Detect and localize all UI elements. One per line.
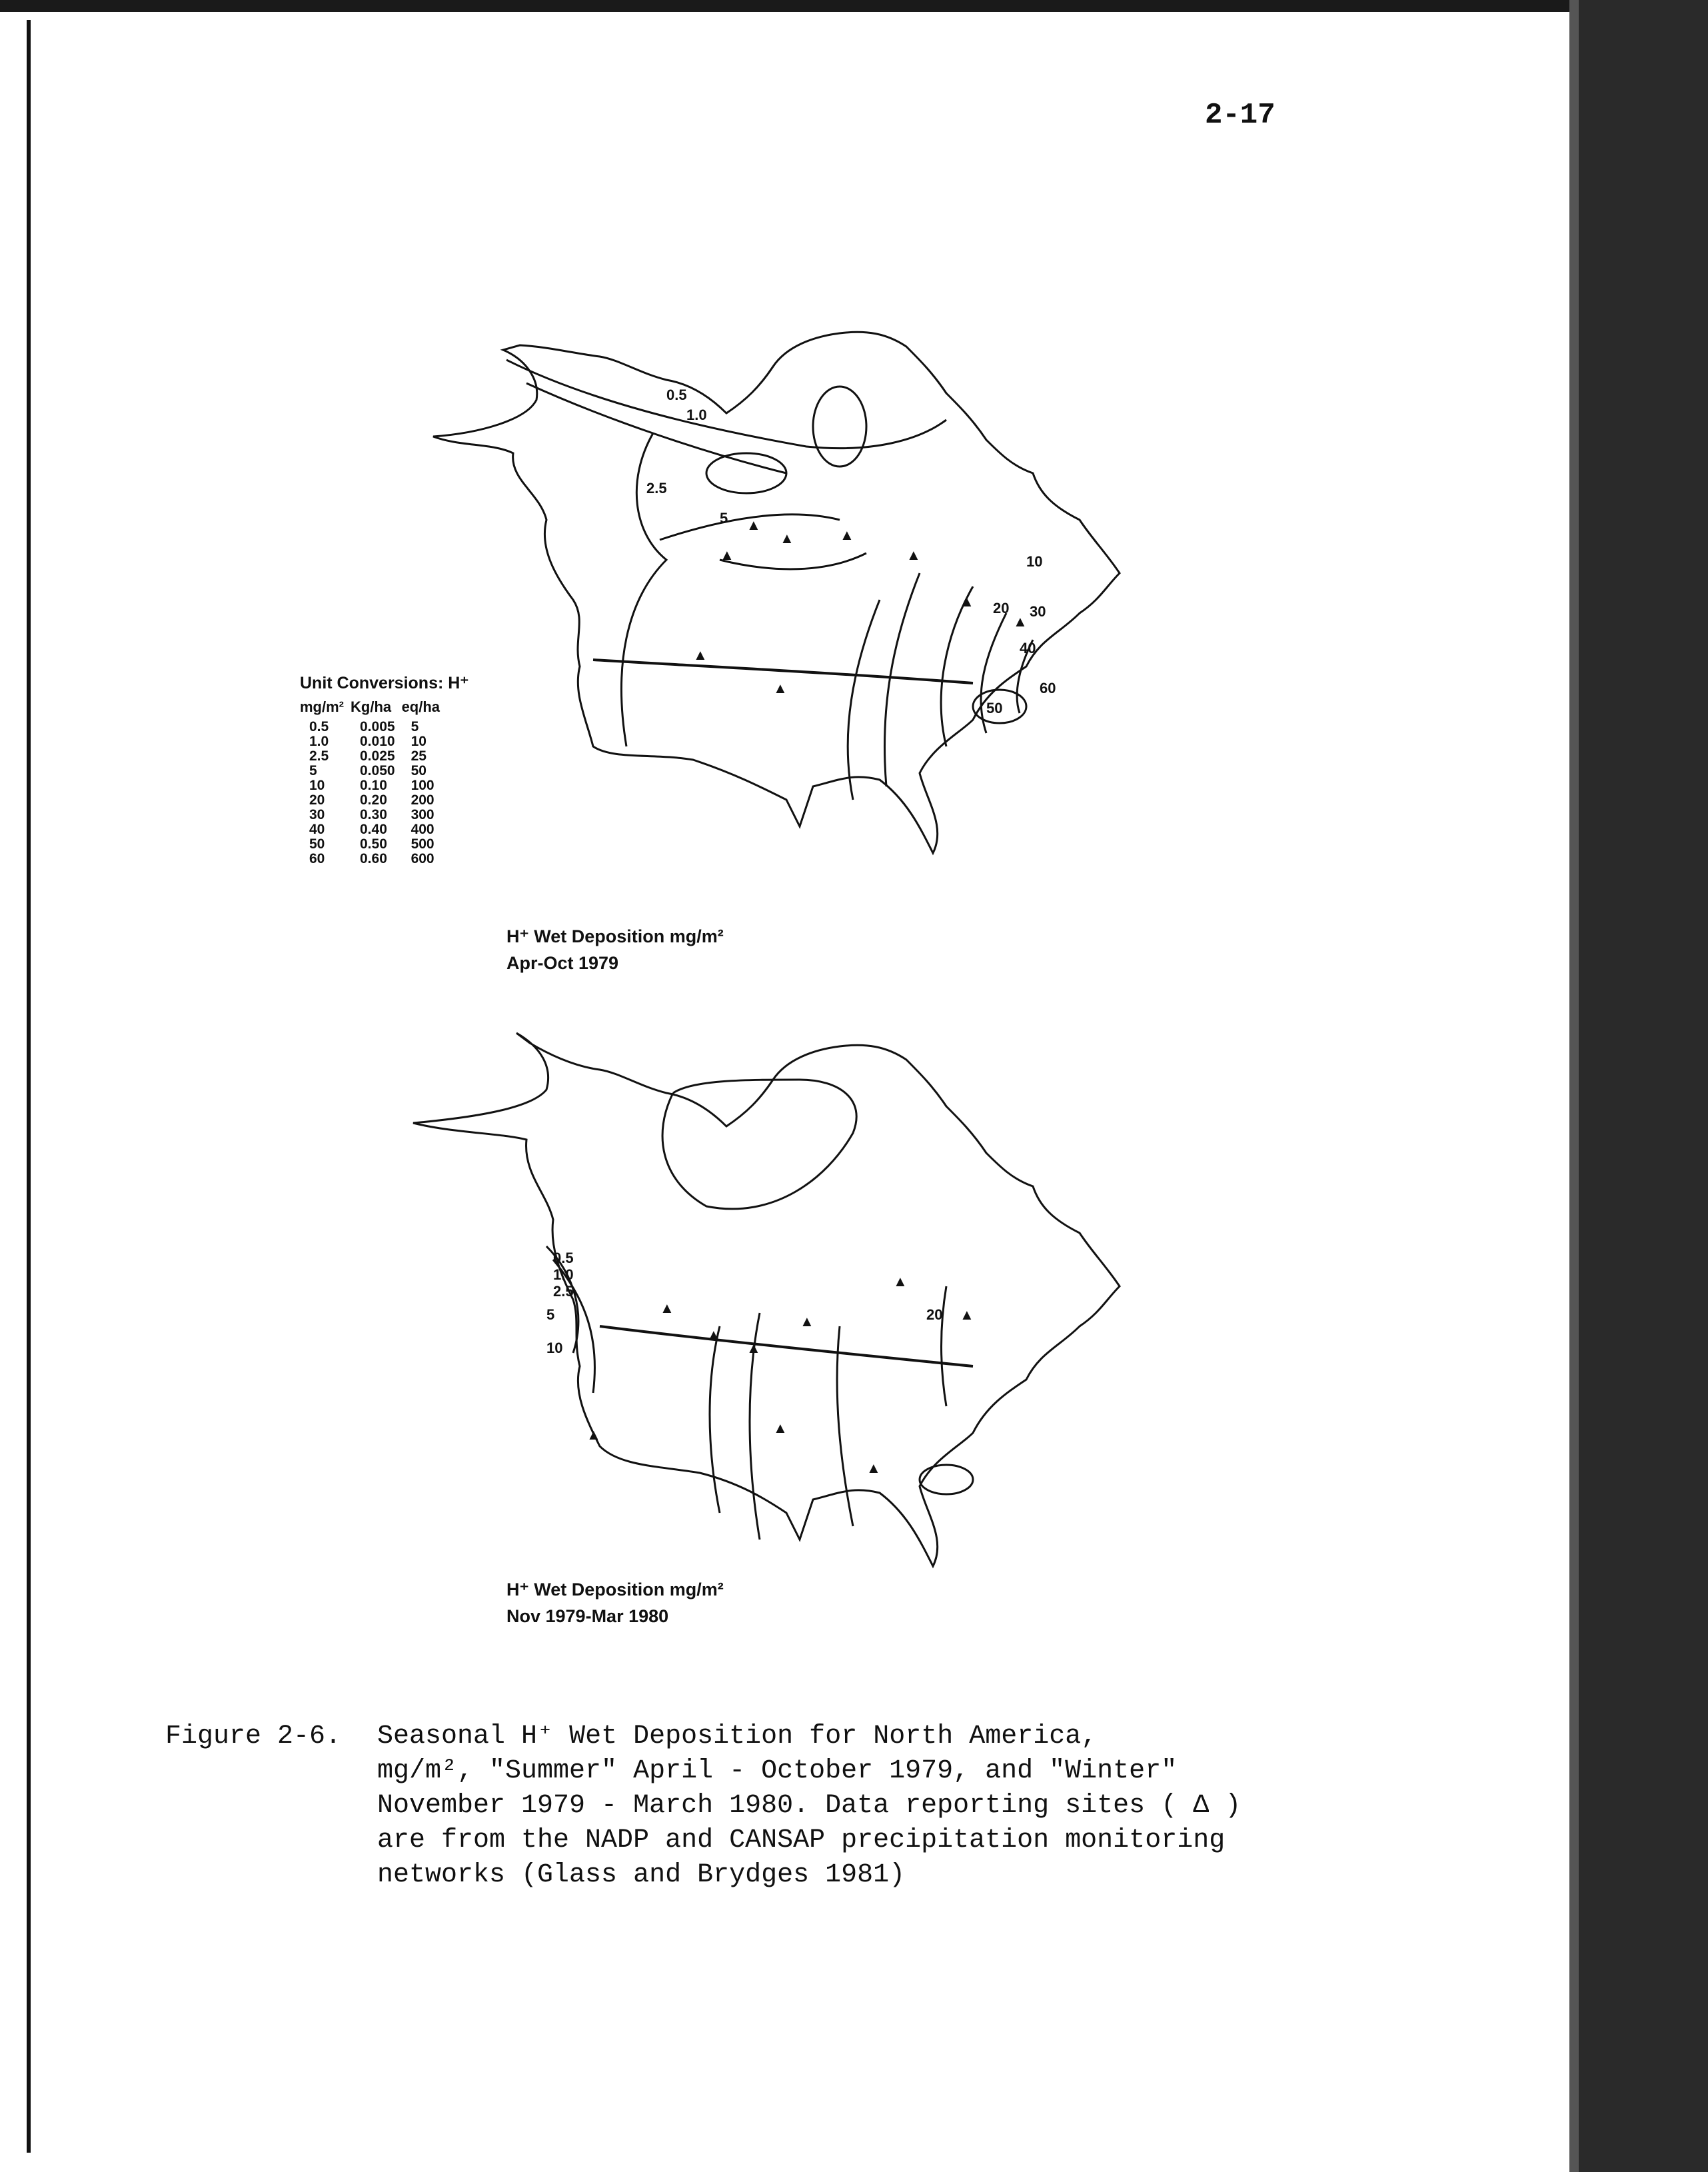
summer-site-marker: ▲: [906, 546, 921, 563]
summer-site-marker: ▲: [720, 546, 734, 563]
summer-contour-5: [848, 600, 880, 800]
summer-contour-label: 10: [1026, 553, 1043, 570]
winter-map-title: H⁺ Wet Deposition mg/m²: [506, 1580, 724, 1600]
units-cell: 400: [411, 822, 434, 837]
winter-site-marker: ▲: [893, 1273, 908, 1290]
scan-right-edge: [1569, 0, 1708, 2172]
summer-coastline: [433, 332, 1120, 853]
summer-site-marker: ▲: [693, 646, 708, 663]
units-cell: 1.0: [309, 734, 329, 749]
unit-conversions-title: Unit Conversions: H⁺: [300, 674, 469, 692]
summer-site-marker: ▲: [773, 680, 788, 696]
winter-site-marker: ▲: [660, 1300, 674, 1316]
winter-contour-label: 2.5: [553, 1283, 574, 1300]
winter-deposition-map: [373, 1006, 1133, 1639]
units-cell: 0.025: [360, 748, 395, 764]
winter-map-period: Nov 1979-Mar 1980: [506, 1606, 669, 1626]
caption-line: Seasonal H⁺ Wet Deposition for North America,: [377, 1721, 1098, 1751]
units-cell: 0.010: [360, 734, 395, 749]
unit-conversions-table: [300, 698, 446, 866]
units-row: [300, 852, 446, 866]
winter-contour-20: [942, 1286, 947, 1406]
summer-contour-0.5-central: [720, 553, 866, 569]
winter-site-marker: ▲: [960, 1306, 974, 1323]
summer-map-title: H⁺ Wet Deposition mg/m²: [506, 926, 724, 946]
summer-contour-20: [941, 586, 973, 746]
winter-contour-label: 5: [546, 1306, 555, 1323]
units-cell: 60: [309, 851, 325, 866]
units-row: [300, 822, 446, 837]
units-cell: 5: [411, 719, 419, 734]
units-row: [300, 808, 446, 822]
summer-contour-label: 1.0: [686, 407, 707, 423]
units-row: [300, 720, 446, 734]
winter-site-marker: ▲: [866, 1460, 881, 1476]
winter-site-marker: ▲: [586, 1426, 601, 1443]
winter-contour-label: 1.0: [553, 1266, 574, 1283]
units-header: eq/ha: [401, 698, 440, 715]
units-cell: 0.10: [360, 778, 387, 793]
units-cell: 0.005: [360, 719, 395, 734]
units-cell: 40: [309, 822, 325, 837]
summer-site-marker: ▲: [746, 517, 761, 533]
units-row: [300, 837, 446, 852]
units-cell: 0.60: [360, 851, 387, 866]
summer-contour-label: 30: [1030, 603, 1046, 620]
summer-site-marker: ▲: [1013, 613, 1028, 630]
units-header: mg/m²: [300, 698, 344, 715]
units-cell: 5: [309, 763, 317, 778]
figure-label: Figure 2-6.: [165, 1721, 342, 1751]
summer-map-period: Apr-Oct 1979: [506, 953, 619, 973]
summer-contour-label: 50: [986, 700, 1003, 716]
caption-line: mg/m², "Summer" April - October 1979, and "Winter": [377, 1756, 1178, 1786]
winter-site-marker: ▲: [706, 1326, 721, 1343]
units-cell: 600: [411, 851, 434, 866]
summer-contour-label: 5: [720, 510, 728, 527]
units-cell: 50: [411, 763, 427, 778]
summer-site-marker: ▲: [960, 593, 974, 610]
summer-site-marker: ▲: [840, 527, 854, 543]
winter-site-marker: ▲: [800, 1313, 814, 1330]
winter-contour-2.5-central: [710, 1326, 720, 1513]
summer-deposition-map: [373, 320, 1133, 986]
units-cell: 0.30: [360, 807, 387, 822]
summer-contour-label: 0.5: [666, 387, 687, 403]
units-cell: 0.050: [360, 763, 395, 778]
units-row: [300, 734, 446, 749]
units-row: [300, 778, 446, 793]
units-cell: 0.5: [309, 719, 329, 734]
units-cell: 300: [411, 807, 434, 822]
winter-coastline: [413, 1033, 1120, 1566]
summer-site-marker: ▲: [780, 530, 794, 546]
winter-contour-10: [837, 1326, 853, 1526]
units-cell: 50: [309, 836, 325, 852]
caption-line: are from the NADP and CANSAP precipitation monitoring: [377, 1825, 1226, 1855]
summer-contour-1.0-oval: [813, 387, 866, 467]
page-number: 2-17: [1205, 99, 1276, 132]
winter-site-marker: ▲: [746, 1340, 761, 1356]
winter-border-line: [600, 1326, 973, 1366]
summer-contour-label: 20: [993, 600, 1010, 616]
units-header: Kg/ha: [351, 698, 392, 715]
winter-contour-label: 10: [546, 1340, 563, 1356]
units-cell: 20: [309, 792, 325, 808]
units-cell: 10: [309, 778, 325, 793]
unit-conversions: [300, 673, 520, 866]
units-cell: 500: [411, 836, 434, 852]
units-cell: 100: [411, 778, 434, 793]
units-cell: 0.50: [360, 836, 387, 852]
winter-map-drawing: [373, 1006, 1133, 1639]
winter-contour-label: 20: [926, 1306, 943, 1323]
scan-top-edge: [0, 0, 1708, 12]
units-cell: 200: [411, 792, 434, 808]
summer-contour-2.5-oval: [706, 453, 786, 493]
caption-line: November 1979 - March 1980. Data reporting sites ( Δ ): [377, 1791, 1242, 1821]
units-cell: 0.20: [360, 792, 387, 808]
winter-contour-oval: [920, 1465, 973, 1494]
units-row: [300, 764, 446, 778]
caption-line: networks (Glass and Brydges 1981): [377, 1860, 906, 1890]
summer-contour-label: 2.5: [646, 480, 667, 497]
summer-contour-label: 40: [1020, 640, 1036, 656]
figure-caption-text: [377, 1719, 1457, 1893]
units-cell: 30: [309, 807, 325, 822]
units-cell: 25: [411, 748, 427, 764]
winter-contour-label: 0.5: [553, 1250, 574, 1266]
units-cell: 0.40: [360, 822, 387, 837]
units-cell: 2.5: [309, 748, 329, 764]
winter-site-marker: ▲: [773, 1420, 788, 1436]
scan-left-edge: [27, 20, 31, 2153]
units-row: [300, 793, 446, 808]
summer-contour-label: 60: [1040, 680, 1056, 696]
summer-map-drawing: [373, 320, 1133, 986]
units-row: [300, 749, 446, 764]
units-cell: 10: [411, 734, 427, 749]
